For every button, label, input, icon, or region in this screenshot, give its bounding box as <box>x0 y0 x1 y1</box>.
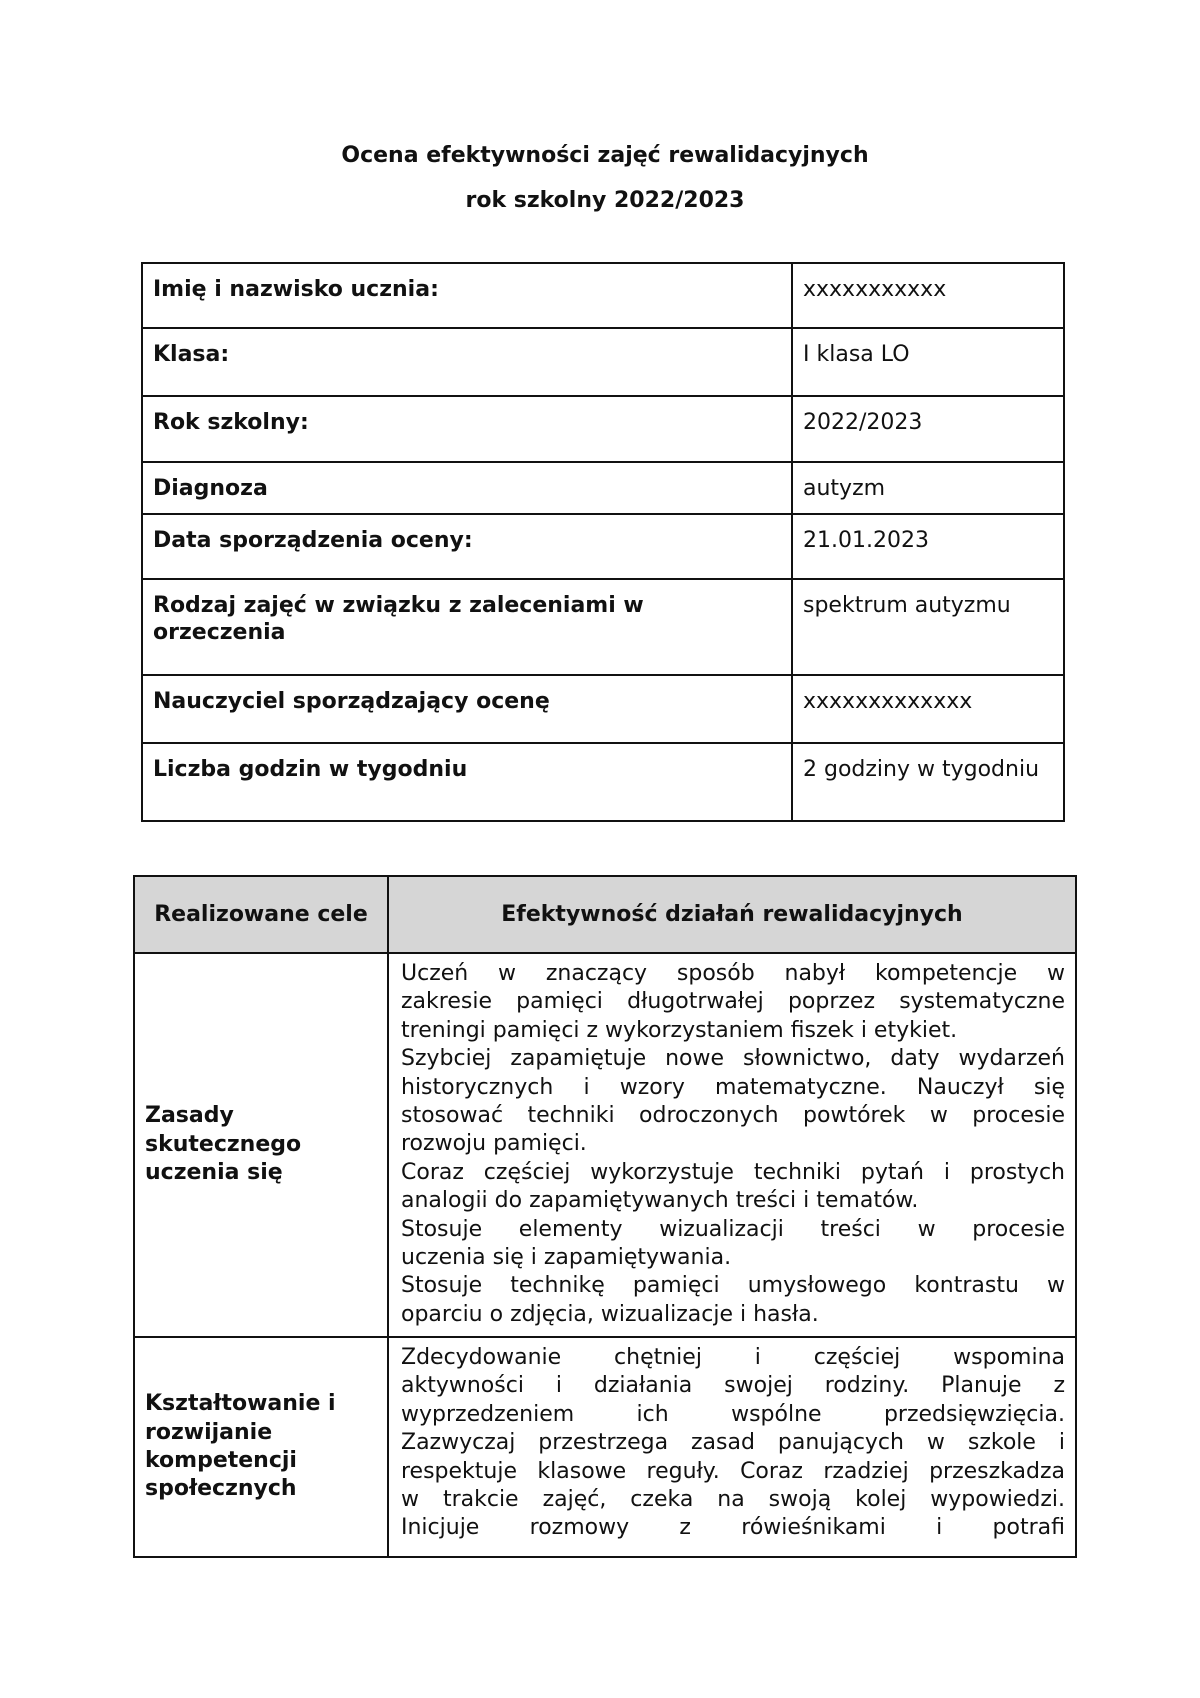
text-line: respektuje klasowe reguły. Coraz rzadziej przeszkadza <box>401 1458 1065 1484</box>
info-row <box>142 263 1064 328</box>
header-effectiveness: Efektywność działań rewalidacyjnych <box>388 876 1076 953</box>
goal-name: Kształtowanie i rozwijanie kompetencji społecznych <box>134 1337 388 1557</box>
info-row <box>142 579 1064 675</box>
info-label: Rodzaj zajęć w związku z zaleceniami w orzeczenia <box>142 579 792 675</box>
info-value: spektrum autyzmu <box>792 579 1064 675</box>
info-label: Nauczyciel sporządzający ocenę <box>142 675 792 743</box>
info-label: Imię i nazwisko ucznia: <box>142 263 792 328</box>
goal-row <box>134 953 1076 1337</box>
info-value: 2 godziny w tygodniu <box>792 743 1064 821</box>
header-goals: Realizowane cele <box>134 876 388 953</box>
info-row <box>142 328 1064 396</box>
info-value: 2022/2023 <box>792 396 1064 462</box>
text-line: Zdecydowanie chętniej i częściej wspomina <box>401 1345 1065 1370</box>
goal-effectiveness <box>388 1337 1076 1557</box>
document-title: Ocena efektywności zajęć rewalidacyjnych <box>341 143 869 168</box>
goal-name: Zasady skutecznego uczenia się <box>134 953 388 1337</box>
student-info-table <box>141 262 1065 822</box>
info-label: Data sporządzenia oceny: <box>142 514 792 579</box>
info-value: xxxxxxxxxxxxx <box>792 675 1064 743</box>
info-value: 21.01.2023 <box>792 514 1064 579</box>
goal-row <box>134 1337 1076 1557</box>
info-row <box>142 514 1064 579</box>
info-label: Diagnoza <box>142 462 792 514</box>
info-row <box>142 743 1064 821</box>
text-line: zakresie pamięci długotrwałej poprzez systematyczne <box>401 989 1065 1015</box>
text-line: rozwoju pamięci. <box>401 1131 587 1157</box>
text-line: Coraz częściej wykorzystuje techniki pytań i prostych <box>401 1159 1065 1185</box>
text-line: wyprzedzeniem ich wspólne przedsięwzięcia. <box>401 1401 1065 1427</box>
info-label: Rok szkolny: <box>142 396 792 462</box>
info-value: xxxxxxxxxxx <box>792 263 1064 328</box>
info-row <box>142 675 1064 743</box>
text-line: oparciu o zdjęcia, wizualizacje i hasła. <box>401 1301 819 1327</box>
text-line: stosować techniki odroczonych powtórek w procesie <box>401 1102 1065 1128</box>
document-subtitle: rok szkolny 2022/2023 <box>465 188 745 213</box>
text-line: w trakcie zajęć, czeka na swoją kolej wypowiedzi. <box>401 1486 1065 1512</box>
text-line: treningi pamięci z wykorzystaniem fiszek i etykiet. <box>401 1017 958 1043</box>
text-line: aktywności i działania swojej rodziny. Planuje z <box>401 1373 1065 1399</box>
info-value: autyzm <box>792 462 1064 514</box>
goal-effectiveness <box>388 953 1076 1337</box>
info-row <box>142 396 1064 462</box>
text-line: Stosuje elementy wizualizacji treści w procesie <box>401 1216 1065 1242</box>
goals-table <box>133 875 1077 1558</box>
text-line: Zazwyczaj przestrzega zasad panujących w szkole i <box>401 1430 1065 1456</box>
text-line: Szybciej zapamiętuje nowe słownictwo, daty wydarzeń <box>401 1046 1065 1072</box>
info-label: Klasa: <box>142 328 792 396</box>
text-line: Stosuje technikę pamięci umysłowego kontrastu w <box>401 1273 1065 1299</box>
text-line: analogii do zapamiętywanych treści i tematów. <box>401 1188 919 1214</box>
info-row <box>142 462 1064 514</box>
info-value: I klasa LO <box>792 328 1064 396</box>
text-line: Inicjuje rozmowy z rówieśnikami i potrafi <box>401 1515 1065 1541</box>
text-line: uczenia się i zapamiętywania. <box>401 1244 732 1270</box>
text-line: Uczeń w znaczący sposób nabył kompetencje w <box>401 961 1065 986</box>
info-label: Liczba godzin w tygodniu <box>142 743 792 821</box>
text-line: historycznych i wzory matematyczne. Nauczył się <box>401 1074 1065 1100</box>
